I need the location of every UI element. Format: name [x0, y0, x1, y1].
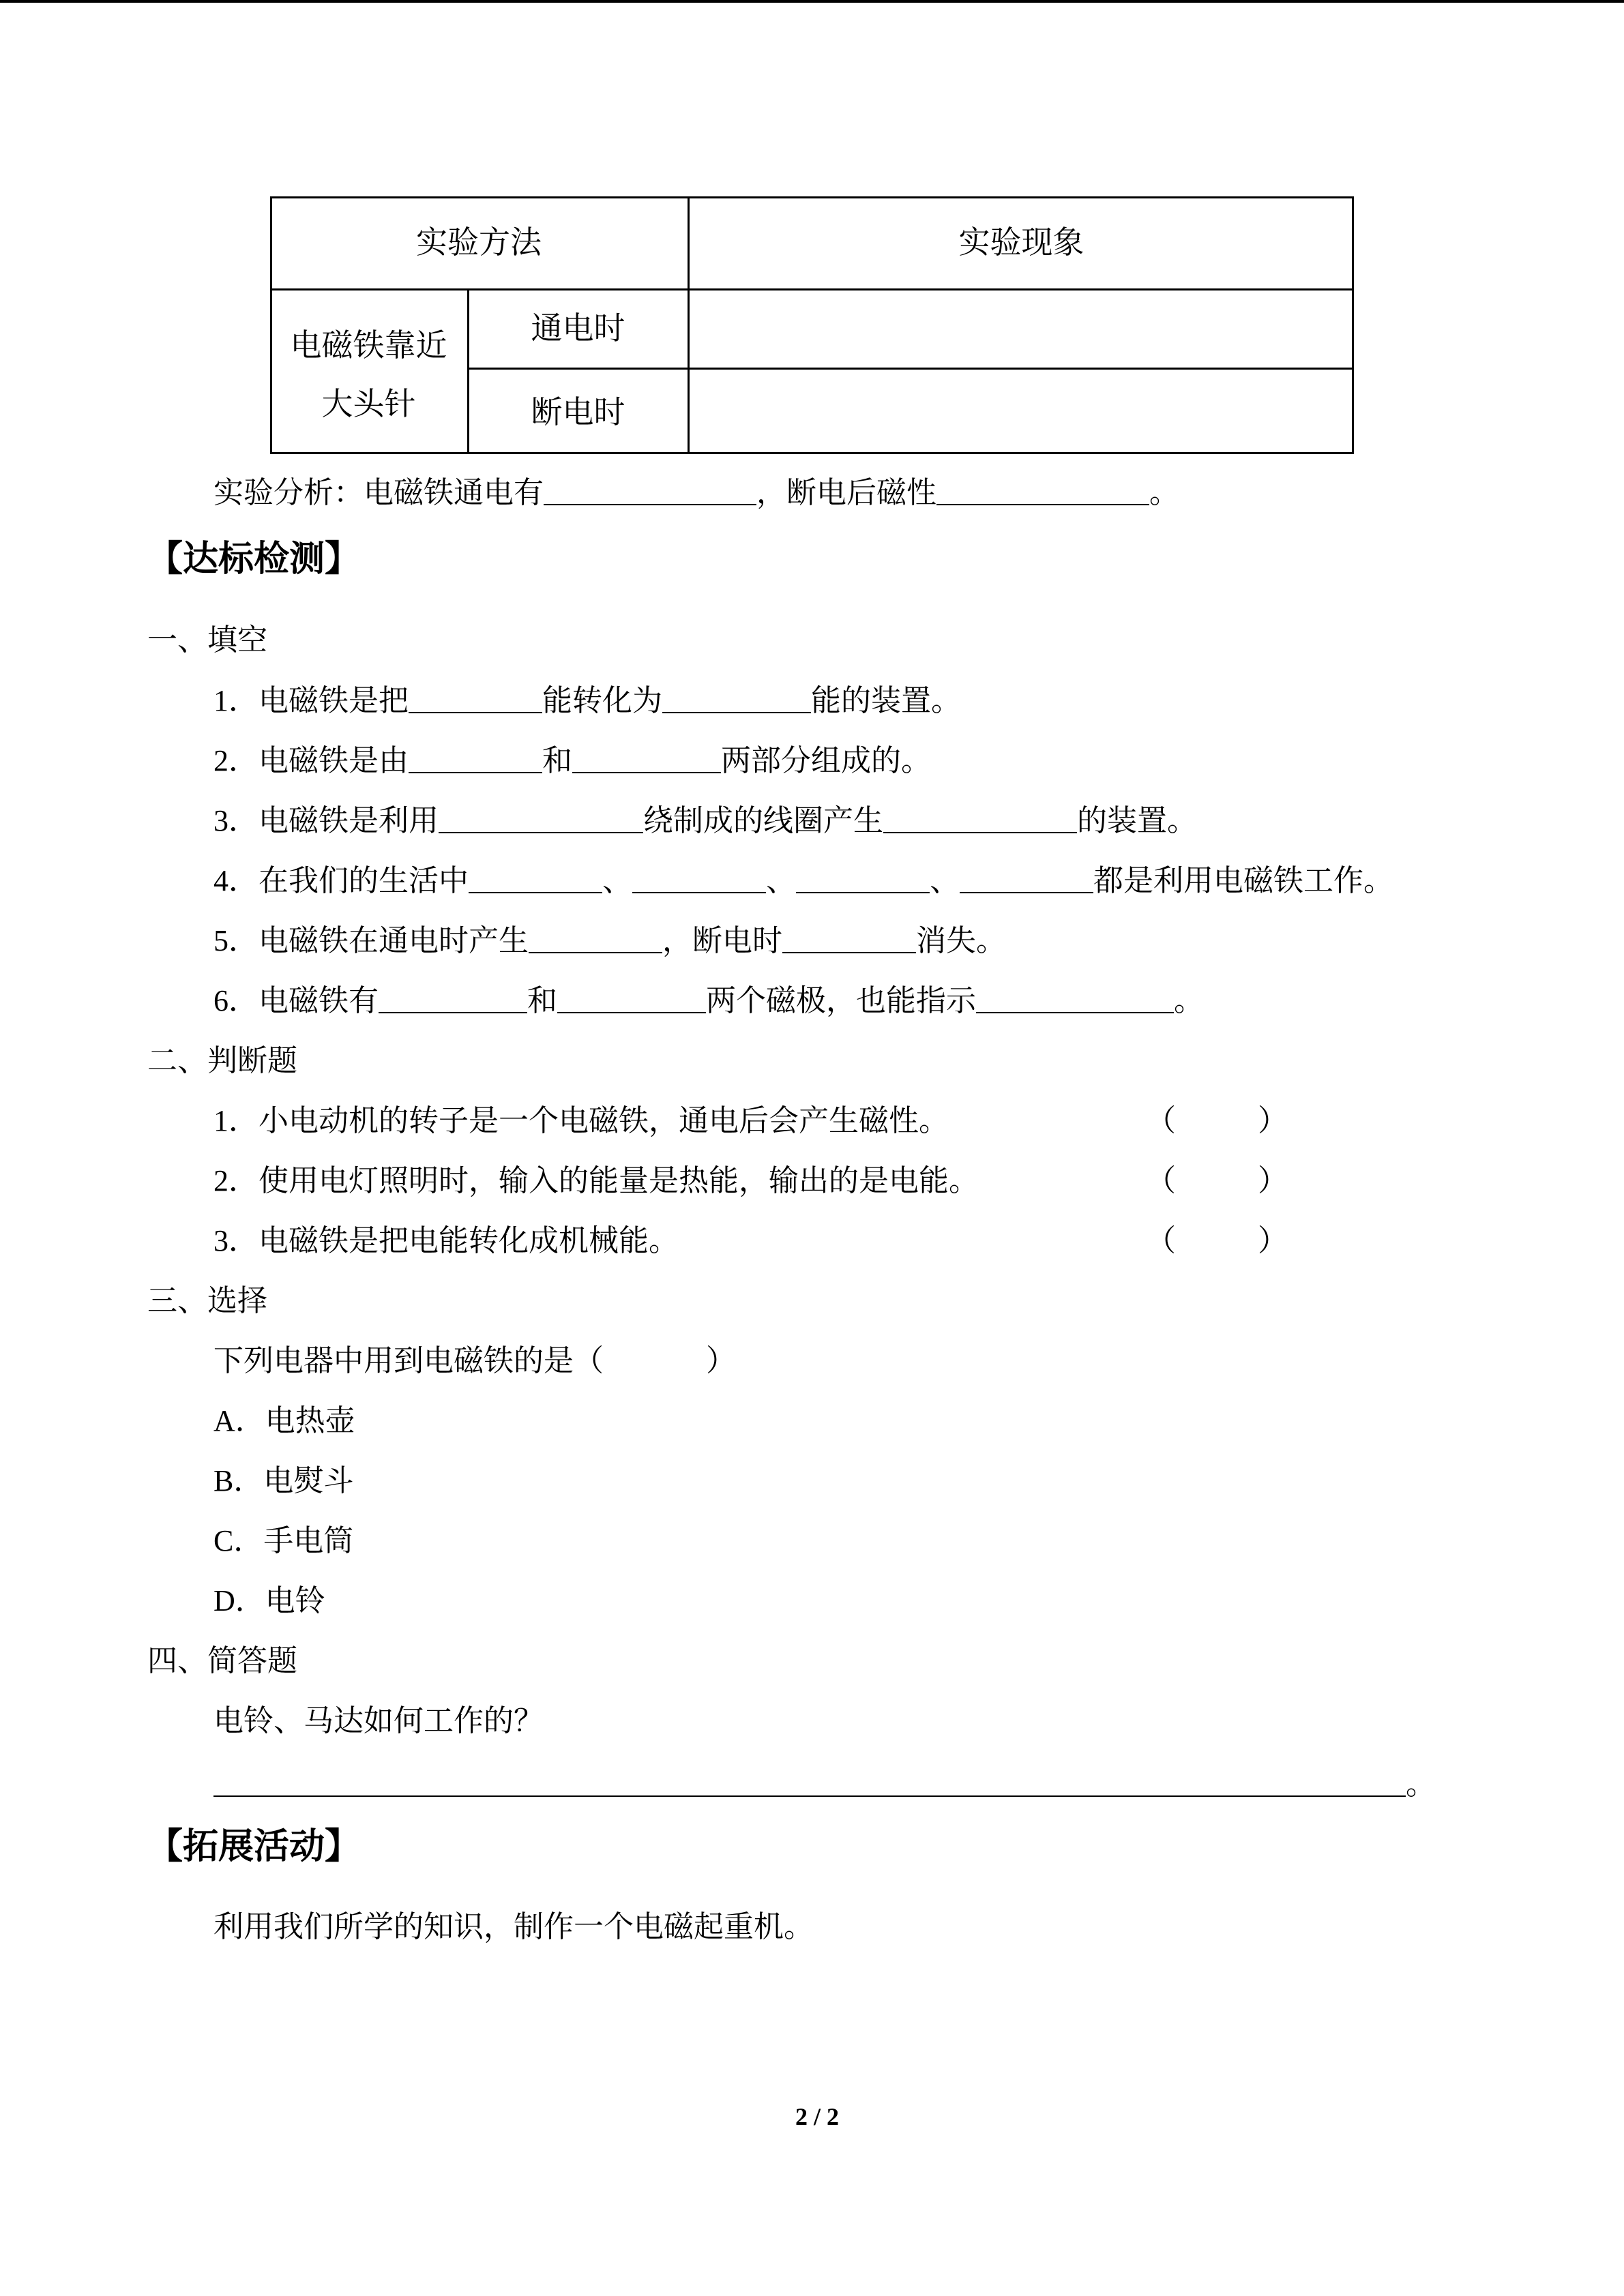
- fill-q4-blank-3[interactable]: [796, 865, 930, 893]
- fill-q2-text-c: 两部分组成的。: [721, 744, 931, 777]
- table-border-bottom: [270, 452, 1354, 454]
- fill-q3-text-c: 的装置。: [1077, 804, 1197, 837]
- table-row-power-on: 通电时: [531, 311, 625, 346]
- table-row-divider: [467, 368, 1354, 370]
- short-answer-blank[interactable]: [213, 1768, 1406, 1797]
- fill-q6-blank-3[interactable]: [976, 985, 1174, 1013]
- fill-q6-text-a: 6．电磁铁有: [213, 984, 379, 1017]
- fill-q6-blank-1[interactable]: [379, 985, 527, 1013]
- choice-option-c[interactable]: C．手电筒: [213, 1524, 354, 1557]
- judge-answer-1[interactable]: [1146, 1103, 1288, 1139]
- short-answer-line: [213, 1767, 1436, 1802]
- fill-question-2: [213, 743, 931, 779]
- section-title-test: 【达标检测】: [147, 539, 361, 580]
- analysis-suffix: 。: [1149, 476, 1179, 509]
- fill-q6-text-b: 和: [527, 984, 557, 1017]
- fill-q4-sep-3: 、: [930, 864, 960, 897]
- analysis-blank-2[interactable]: [936, 477, 1149, 505]
- fill-q4-blank-4[interactable]: [960, 865, 1093, 893]
- short-section-title: 四、简答题: [147, 1644, 297, 1678]
- table-header-phenomenon: 实验现象: [958, 225, 1084, 260]
- fill-q6-text-d: 。: [1174, 984, 1204, 1017]
- judge-paren-close-2: ）: [1258, 1164, 1288, 1197]
- judge-paren-close-1: ）: [1258, 1104, 1288, 1137]
- fill-q5-text-a: 5．电磁铁在通电时产生: [213, 924, 529, 957]
- judge-paren-open-2: （: [1146, 1164, 1176, 1197]
- table-method-line1: 电磁铁靠近: [290, 328, 447, 363]
- table-header-divider: [270, 288, 1354, 290]
- judge-item-2: 2．使用电灯照明时，输入的能量是热能，输出的是电能。: [213, 1164, 979, 1197]
- fill-question-1: [213, 683, 961, 719]
- fill-q1-text-b: 能转化为: [542, 684, 662, 717]
- fill-question-3: [213, 803, 1197, 839]
- analysis-blank-1[interactable]: [544, 477, 756, 505]
- fill-q4-text-a: 4．在我们的生活中: [213, 864, 469, 897]
- fill-section-title: 一、填空: [147, 623, 267, 657]
- fill-q5-text-b: ，断电时: [662, 924, 782, 957]
- table-method-line2: 大头针: [321, 387, 416, 421]
- choice-section-title: 三、选择: [147, 1284, 267, 1317]
- fill-q2-text-a: 2．电磁铁是由: [213, 744, 409, 777]
- choice-question: [213, 1343, 736, 1379]
- fill-q5-text-c: 消失。: [916, 924, 1006, 957]
- judge-item-1: 1．小电动机的转子是一个电磁铁，通电后会产生磁性。: [213, 1104, 949, 1137]
- fill-q3-blank-2[interactable]: [883, 805, 1077, 833]
- fill-q4-blank-1[interactable]: [469, 865, 602, 893]
- fill-q5-blank-1[interactable]: [529, 925, 662, 953]
- fill-q1-text-c: 能的装置。: [811, 684, 961, 717]
- fill-q4-text-c: 都是利用电磁铁工作。: [1093, 864, 1393, 897]
- short-answer-end: 。: [1406, 1768, 1436, 1801]
- judge-paren-close-3: ）: [1258, 1224, 1288, 1257]
- extend-text: 利用我们所学的知识，制作一个电磁起重机。: [213, 1910, 814, 1943]
- fill-question-4: [213, 863, 1393, 899]
- judge-answer-2[interactable]: [1146, 1163, 1288, 1199]
- choice-option-d[interactable]: D．电铃: [213, 1584, 325, 1617]
- table-border-top: [270, 196, 1354, 198]
- choice-question-close: ）: [706, 1344, 736, 1377]
- choice-question-text: 下列电器中用到电磁铁的是（: [213, 1344, 604, 1377]
- fill-q2-blank-1[interactable]: [409, 745, 542, 773]
- fill-q3-text-a: 3．电磁铁是利用: [213, 804, 439, 837]
- fill-q3-blank-1[interactable]: [439, 805, 643, 833]
- fill-q2-blank-2[interactable]: [572, 745, 721, 773]
- judge-answer-3[interactable]: [1146, 1223, 1288, 1259]
- table-row-power-off: 断电时: [531, 395, 625, 430]
- judge-paren-open-3: （: [1146, 1224, 1176, 1257]
- fill-q6-blank-2[interactable]: [557, 985, 706, 1013]
- fill-q1-blank-2[interactable]: [662, 685, 811, 713]
- short-question: 电铃、马达如何工作的？: [213, 1704, 544, 1738]
- judge-section-title: 二、判断题: [147, 1044, 297, 1077]
- experiment-table: [270, 196, 1354, 454]
- fill-q4-sep-2: 、: [766, 864, 796, 897]
- fill-question-6: [213, 983, 1204, 1019]
- analysis-line: [213, 475, 1179, 511]
- fill-question-5: [213, 923, 1006, 959]
- page-number: 2 / 2: [795, 2103, 839, 2130]
- fill-q5-blank-2[interactable]: [782, 925, 916, 953]
- table-header-method: 实验方法: [416, 225, 542, 260]
- analysis-prefix: 实验分析：电磁铁通电有: [213, 476, 544, 509]
- fill-q3-text-b: 绕制成的线圈产生: [643, 804, 883, 837]
- judge-item-3: 3．电磁铁是把电能转化成机械能。: [213, 1224, 679, 1257]
- section-title-extend: 【拓展活动】: [147, 1826, 361, 1867]
- fill-q4-sep-1: 、: [602, 864, 632, 897]
- fill-q1-text-a: 1．电磁铁是把: [213, 684, 409, 717]
- analysis-middle: ，断电后磁性: [756, 476, 936, 509]
- fill-q2-text-b: 和: [542, 744, 572, 777]
- judge-paren-open-1: （: [1146, 1104, 1176, 1137]
- fill-q6-text-c: 两个磁极，也能指示: [706, 984, 976, 1017]
- fill-q4-blank-2[interactable]: [632, 865, 766, 893]
- choice-option-a[interactable]: A．电热壶: [213, 1404, 355, 1437]
- fill-q1-blank-1[interactable]: [409, 685, 542, 713]
- choice-option-b[interactable]: B．电熨斗: [213, 1464, 354, 1497]
- page-top-border: [0, 0, 1624, 3]
